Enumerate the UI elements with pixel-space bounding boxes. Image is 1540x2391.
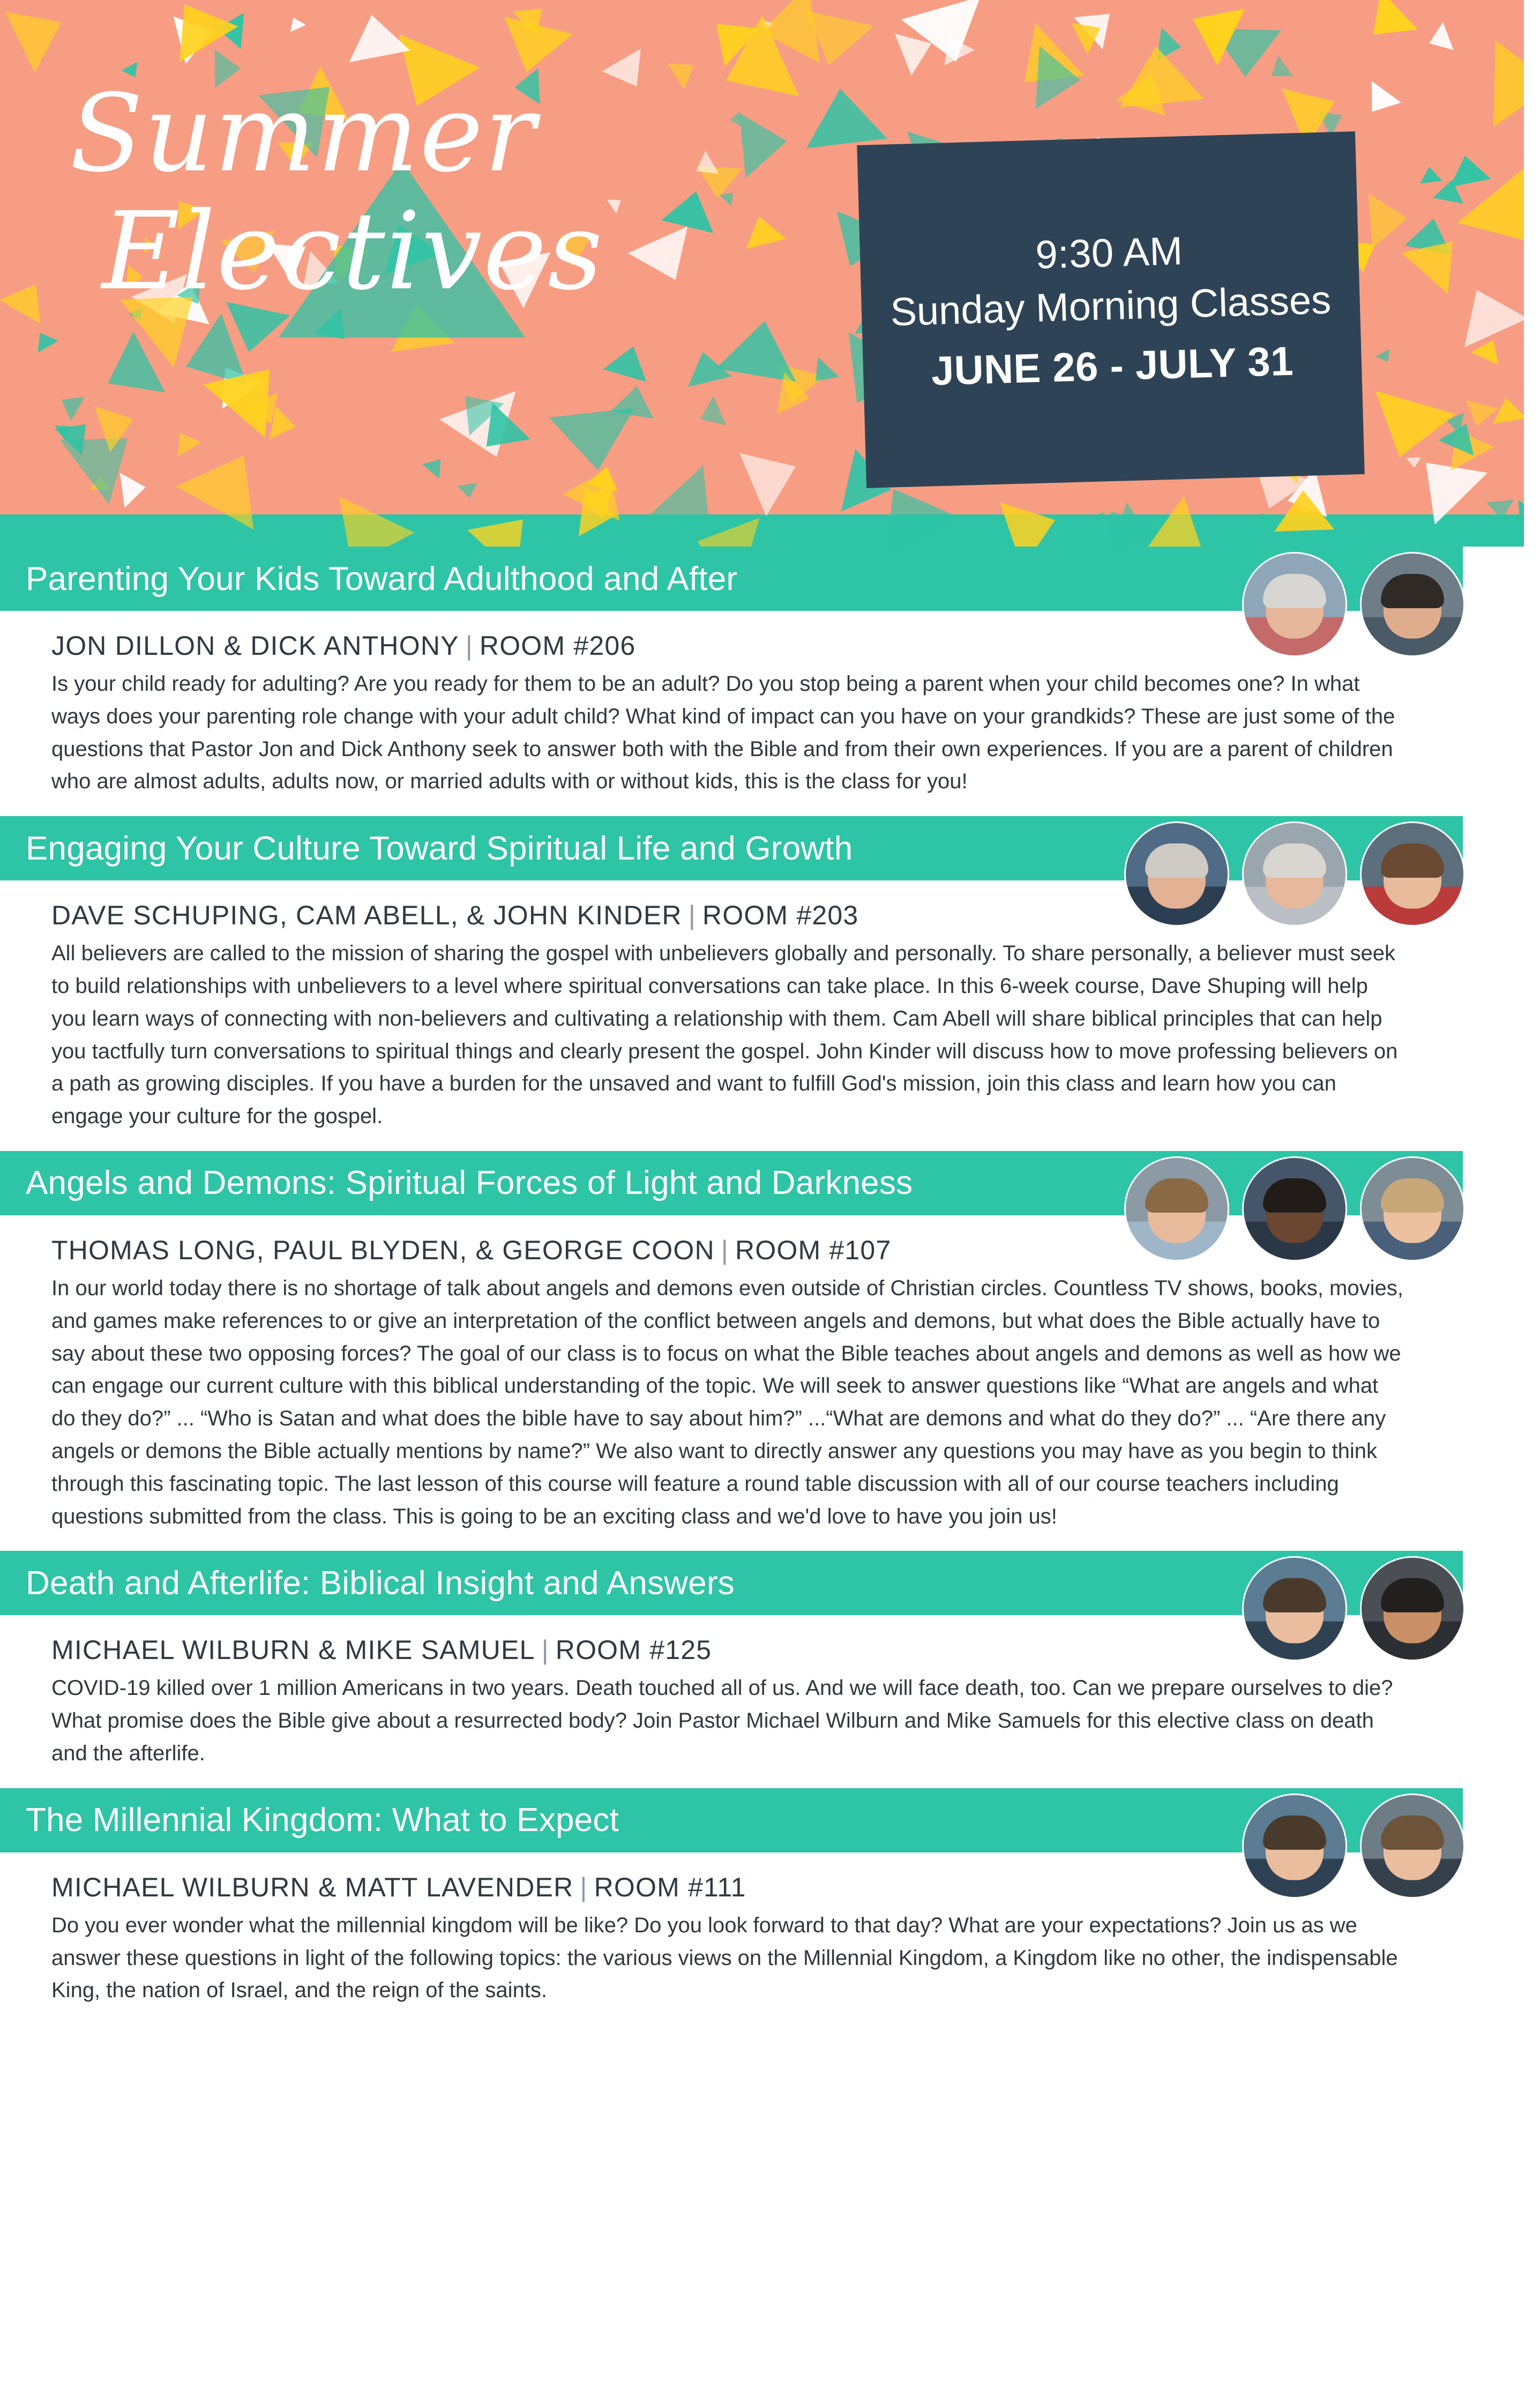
avatar — [1360, 1156, 1465, 1261]
class-title: Angels and Demons: Spiritual Forces of Light and Darkness — [26, 1164, 913, 1202]
avatar — [1360, 552, 1465, 657]
presenter-photos — [1242, 552, 1465, 657]
avatar — [1124, 1156, 1229, 1261]
class-room: ROOM #203 — [702, 900, 859, 931]
class-room: ROOM #111 — [594, 1872, 746, 1902]
hero-right-margin — [1524, 0, 1540, 547]
class-title: The Millennial Kingdom: What to Expect — [26, 1802, 619, 1839]
date-card — [857, 131, 1365, 488]
class-block — [0, 1788, 1540, 2018]
class-block — [0, 1151, 1540, 1543]
class-room: ROOM #125 — [555, 1635, 712, 1665]
avatar — [1242, 552, 1347, 657]
class-block — [0, 1551, 1540, 1780]
class-presenters: JON DILLON & DICK ANTHONY — [51, 631, 459, 661]
byline-separator: | — [721, 1235, 729, 1265]
class-description: COVID-19 killed over 1 million Americans in two years. Death touched all of us. And we will face death, too. Can we prepare ourselves to die? What promise does the Bible give about a resurrected body? Join Pastor Michael Wilburn and Mike Samuels for this elective class on death and the afterlife. — [51, 1676, 1393, 1765]
class-title: Engaging Your Culture Toward Spiritual Life and Growth — [26, 830, 853, 867]
avatar — [1360, 1794, 1465, 1899]
class-title: Parenting Your Kids Toward Adulthood and After — [26, 560, 738, 597]
date-card-subtitle: Sunday Morning Classes — [889, 277, 1332, 334]
presenter-photos — [1242, 1556, 1465, 1661]
avatar — [1124, 821, 1229, 926]
class-block — [0, 816, 1540, 1144]
hero-banner — [0, 0, 1540, 547]
avatar — [1242, 1794, 1347, 1899]
byline-separator: | — [688, 900, 696, 931]
class-presenters: MICHAEL WILBURN & MIKE SAMUEL — [51, 1635, 535, 1665]
class-presenters: THOMAS LONG, PAUL BLYDEN, & GEORGE COON — [51, 1235, 715, 1265]
class-block — [0, 547, 1540, 809]
hero-title-line1: Summer — [70, 71, 537, 196]
avatar — [1360, 821, 1465, 926]
date-card-dates: JUNE 26 - JULY 31 — [930, 338, 1295, 394]
class-presenters: MICHAEL WILBURN & MATT LAVENDER — [51, 1872, 574, 1902]
class-room: ROOM #107 — [735, 1235, 892, 1265]
presenter-photos — [1124, 821, 1465, 926]
class-description: All believers are called to the mission of sharing the gospel with unbelievers globally and personally. To share personally, a believer must seek to build relationships with unbelievers to a level where spiritual conversations can take place. In this 6-week course, Dave Shuping will help you learn ways of connecting with non-believers and cultivating a relationship with them. Cam Abell will share biblical principles that can help you tactfully turn conversations to spiritual things and clearly present the gospel. John Kinder will discuss how to move professing believers on a path as growing disciples. If you have a burden for the unsaved and want to fulfill God's mission, join this class and learn how you can engage your culture for the gospel. — [51, 942, 1398, 1129]
class-presenters: DAVE SCHUPING, CAM ABELL, & JOHN KINDER — [51, 900, 682, 931]
avatar — [1242, 1156, 1347, 1261]
class-description: In our world today there is no shortage of talk about angels and demons even outside of Christian circles. Countless TV shows, books, movies, and games make references to or give an interpretation of the conflict between angels and demons, but what does the Bible actually have to say about these two opposing forces? The goal of our class is to focus on what the Bible teaches about angels and demons as well as how we can engage our current culture with this biblical understanding of the topic. We will seek to answer questions like “What are angels and what do they do?” ... “Who is Satan and what does the bible have to say about him?” ...“What are demons and what do they do?” ... “Are there any angels or demons the Bible actually mentions by name?” We also want to directly answer any questions you may have as you begin to think through this fascinating topic. The last lesson of this course will feature a round table discussion with all of our course teachers including questions submitted from the class. This is going to be an exciting class and we'd love to have you join us! — [51, 1276, 1403, 1528]
avatar — [1242, 821, 1347, 926]
byline-separator: | — [465, 631, 473, 661]
class-room: ROOM #206 — [479, 631, 636, 661]
presenter-photos — [1124, 1156, 1465, 1261]
hero-title-line2: Electives — [102, 189, 604, 314]
avatar — [1242, 1556, 1347, 1661]
avatar — [1360, 1556, 1465, 1661]
class-description: Is your child ready for adulting? Are you ready for them to be an adult? Do you stop being a parent when your child becomes one? In what ways does your parenting role change with your adult child? What kind of impact can you have on your grandkids? These are just some of the questions that Pastor Jon and Dick Anthony seek to answer both with the Bible and from their own experiences. If you are a parent of children who are almost adults, adults now, or married adults with or without kids, this is the class for you! — [51, 672, 1395, 794]
byline-separator: | — [580, 1872, 588, 1902]
class-title: Death and Afterlife: Biblical Insight and Answers — [26, 1564, 735, 1602]
date-card-time: 9:30 AM — [1035, 228, 1184, 277]
byline-separator: | — [541, 1635, 549, 1665]
class-description: Do you ever wonder what the millennial kingdom will be like? Do you look forward to that day? What are your expectations? Join us as we answer these questions in light of the following topics: the various views on the Millennial Kingdom, a Kingdom like no other, the indispensable King, the nation of Israel, and the reign of the saints. — [51, 1913, 1398, 2003]
class-list — [0, 547, 1540, 2057]
presenter-photos — [1242, 1794, 1465, 1899]
hero-title — [70, 71, 739, 314]
